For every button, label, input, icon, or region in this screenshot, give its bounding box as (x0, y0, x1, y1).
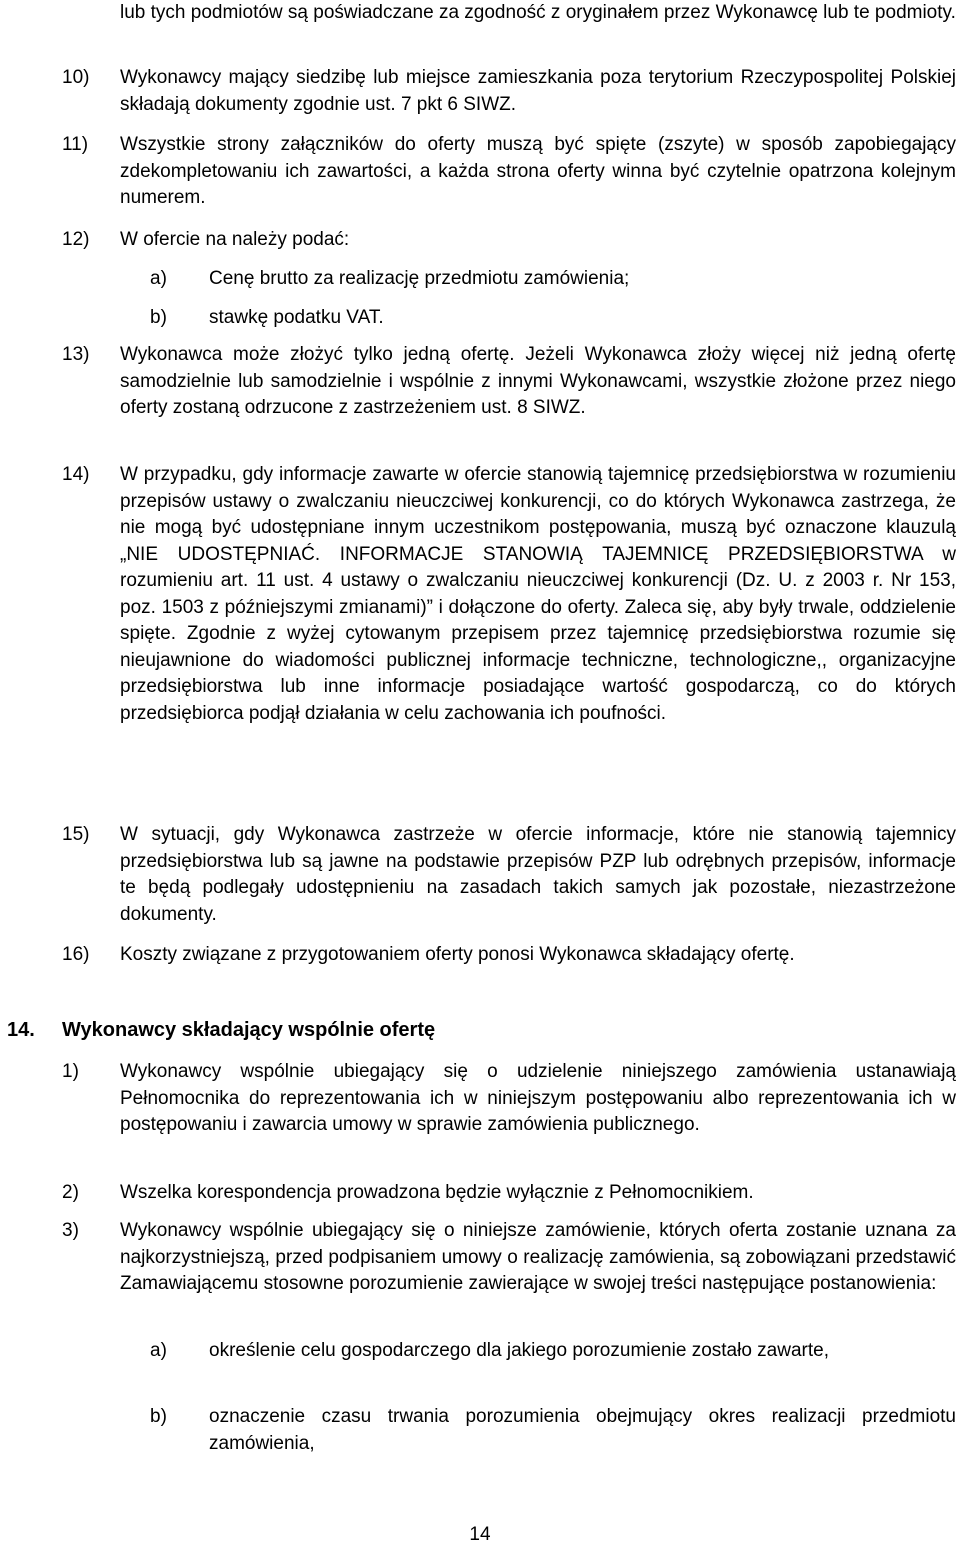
item-12-sub-a-letter: a) (150, 268, 167, 289)
item-10-number: 10) (62, 67, 90, 88)
item-16-number: 16) (62, 944, 90, 965)
section-14-item-1-number: 1) (62, 1061, 79, 1082)
section-14-item-3-text: Wykonawcy wspólnie ubiegający się o niniejsze zamówienie, których oferta zostanie uznana za najkorzystniejszą, przed podpisaniem umowy o realizację zamówienia, są zobowiązani przedstawić Zamawiającemu stosowne porozumienie zawierające w swojej treści następujące postanowienia: (120, 1220, 956, 1294)
item-14-number: 14) (62, 464, 90, 485)
item-10-text: Wykonawcy mający siedzibę lub miejsce zamieszkania poza terytorium Rzeczypospolitej Polskiej składają dokumenty zgodnie ust. 7 pkt 6 SIWZ. (120, 67, 956, 115)
section-14-item-2-number: 2) (62, 1182, 79, 1203)
item-16-text: Koszty związane z przygotowaniem oferty ponosi Wykonawca składający ofertę. (120, 944, 795, 965)
section-14-item-2-text: Wszelka korespondencja prowadzona będzie wyłącznie z Pełnomocnikiem. (120, 1182, 754, 1203)
continuation-paragraph: lub tych podmiotów są poświadczane za zgodność z oryginałem przez Wykonawcę lub te podmioty. (120, 2, 956, 23)
item-14-text: W przypadku, gdy informacje zawarte w ofercie stanowią tajemnicę przedsiębiorstwa w rozumieniu przepisów ustawy o zwalczaniu nieuczciwej konkurencji, co do których Wykonawca zastrzega, że nie mogą być udostępniane innym uczestnikom postępowania, muszą być oznaczone klauzulą „NIE UDOSTĘPNIAĆ. INFORMACJE STANOWIĄ TAJEMNICĘ PRZEDSIĘBIORSTWA w rozumieniu art. 11 ust. 4 ustawy o zwalczaniu nieuczciwej konkurencji (Dz. U. z 2003 r. Nr 153, poz. 1503 z późniejszymi zmianami)” i dołączone do oferty. Zaleca się, aby były trwale, oddzielenie spięte. Zgodnie z wyżej cytowanym przepisem przez tajemnicę przedsiębiorstwa rozumie się nieujawnione do wiadomości publicznej informacje techniczne, technologiczne,, organizacyjne przedsiębiorstwa lub inne informacje posiadające wartość gospodarczą, co do których przedsiębiorca podjął działania w celu zachowania ich poufności. (120, 464, 956, 724)
item-12-number: 12) (62, 229, 90, 250)
section-14-item-3-sub-b-letter: b) (150, 1406, 167, 1427)
section-14-item-3-sub-a-text: określenie celu gospodarczego dla jakiego porozumienie zostało zawarte, (209, 1340, 829, 1361)
section-14-number: 14. (7, 1019, 35, 1041)
item-13-text: Wykonawca może złożyć tylko jedną ofertę. Jeżeli Wykonawca złoży więcej niż jedną ofertę samodzielnie lub samodzielnie i wspólnie z innymi Wykonawcami, wszystkie złożone przez niego oferty zostaną odrzucone z zastrzeżeniem ust. 8 SIWZ. (120, 344, 956, 418)
item-12-text: W ofercie na należy podać: (120, 229, 350, 250)
section-14-title: Wykonawcy składający wspólnie ofertę (62, 1019, 436, 1041)
item-12-sub-b-text: stawkę podatku VAT. (209, 307, 384, 328)
section-14-item-3-sub-b-text: oznaczenie czasu trwania porozumienia obejmujący okres realizacji przedmiotu zamówienia, (209, 1406, 956, 1454)
section-14-item-3-number: 3) (62, 1220, 79, 1241)
item-11-number: 11) (62, 134, 89, 155)
item-13-number: 13) (62, 344, 90, 365)
item-12-sub-a-text: Cenę brutto za realizację przedmiotu zamówienia; (209, 268, 630, 289)
item-12-sub-b-letter: b) (150, 307, 167, 328)
section-14-item-1-text: Wykonawcy wspólnie ubiegający się o udzielenie niniejszego zamówienia ustanawiają Pełnomocnika do reprezentowania ich w niniejszym postępowaniu albo reprezentowania ich w postępowaniu i zawarcia umowy w sprawie zamówienia publicznego. (120, 1061, 956, 1135)
item-11-text: Wszystkie strony załączników do oferty muszą być spięte (zszyte) w sposób zapobiegający zdekompletowaniu ich zawartości, a każda strona oferty winna być czytelnie opatrzona kolejnym numerem. (120, 134, 956, 208)
section-14-item-3-sub-a-letter: a) (150, 1340, 167, 1361)
item-15-number: 15) (62, 824, 90, 845)
page-number: 14 (469, 1524, 491, 1545)
item-15-text: W sytuacji, gdy Wykonawca zastrzeże w ofercie informacje, które nie stanowią tajemnicy przedsiębiorstwa lub są jawne na podstawie przepisów PZP lub odrębnych przepisów, informacje te będą podlegały udostępnieniu na zasadach takich samych jak pozostałe, niezastrzeżone dokumenty. (120, 824, 956, 925)
